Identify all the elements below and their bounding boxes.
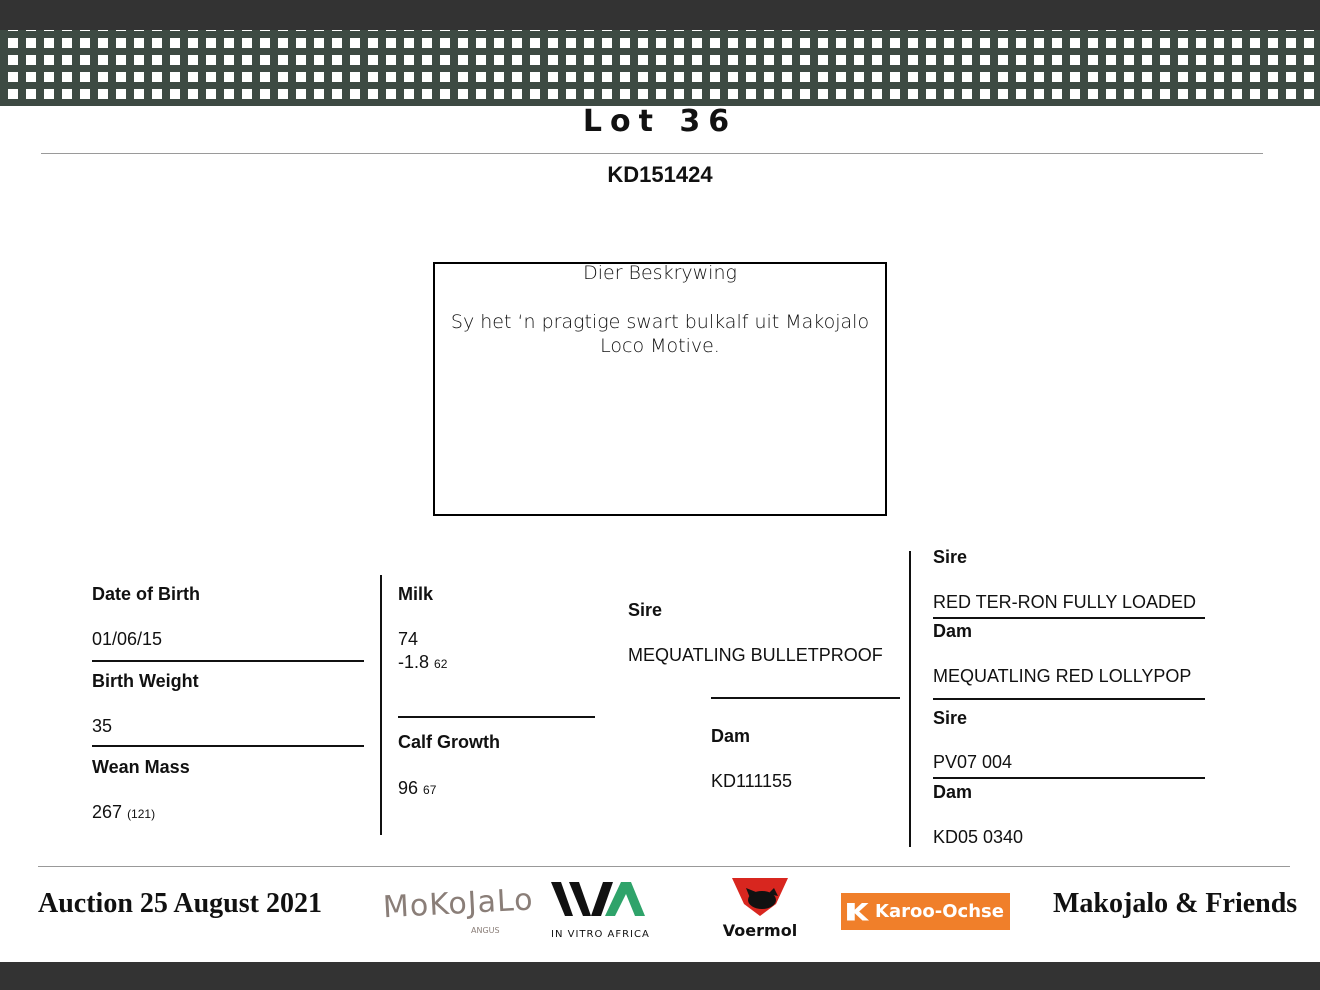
description-box [433,262,887,516]
divider [711,697,900,699]
date-of-birth-label: Date of Birth [92,584,200,604]
dam-dam-label: Dam [933,782,973,802]
host-name: Makojalo & Friends [1053,888,1298,919]
makojalo-logo-sub: ANGUS [471,926,500,935]
sire-sire-label: Sire [933,547,968,567]
registration-number: KD151424 [607,162,713,187]
karoo-ochse-logo [841,893,1010,930]
divider [92,660,364,662]
wean-mass-label: Wean Mass [92,757,190,777]
checkered-banner [0,30,1320,106]
sire-sire-name: RED TER-RON FULLY LOADED [933,592,1197,612]
makojalo-logo-text: MoKoJaLo [382,882,535,926]
iva-logo-sub: IN VITRO AFRICA [551,929,650,940]
divider [933,698,1205,700]
milk-value: 74 [398,629,419,649]
dam-dam-name: KD05 0340 [933,827,1024,847]
description-title: Dier Beskrywing [583,262,737,284]
bottom-bar [0,962,1320,990]
sire-dam-label: Dam [933,621,973,641]
dam-name: KD111155 [711,771,793,791]
wean-mass-number: 267 [92,802,123,822]
voermol-logo [720,878,800,942]
sire-label: Sire [628,600,663,620]
milk-epd-value: -1.8 [398,652,430,672]
birth-weight-label: Birth Weight [92,671,199,691]
sire-dam-name: MEQUATLING RED LOLLYPOP [933,666,1192,686]
dam-sire-label: Sire [933,708,968,728]
voermol-logo-text: Voermol [722,921,798,940]
top-bar [0,0,1320,30]
calf-growth-value [398,778,436,799]
divider [933,777,1205,779]
divider [933,617,1205,619]
calf-growth-number: 96 [398,778,419,798]
milk-label: Milk [398,584,434,604]
iva-logo [551,880,651,940]
bull-icon [728,878,792,918]
divider [92,745,364,747]
description-text: Sy het ‘n pragtige swart bulkalf uit Makojalo Loco Motive. [450,311,870,357]
lot-title: Lot 36 [582,104,738,139]
dam-label: Dam [711,726,751,746]
milk-epd-index: 62 [434,657,448,671]
birth-weight-value: 35 [92,716,113,736]
column-divider [380,575,382,835]
iva-mark-icon [551,880,647,922]
calf-growth-index: 67 [423,783,437,797]
auction-date: Auction 25 August 2021 [38,888,322,919]
calf-growth-label: Calf Growth [398,732,500,752]
sire-name: MEQUATLING BULLETPROOF [628,645,883,665]
karoo-ochse-logo-text: Karoo-Ochse [875,901,1004,922]
makojalo-logo [382,882,535,940]
column-divider [909,551,911,847]
dam-sire-name: PV07 004 [933,752,1013,772]
wean-mass-value [92,802,155,823]
milk-epd [398,652,447,673]
date-of-birth-value: 01/06/15 [92,629,163,649]
k-mark-icon [847,903,869,921]
divider [398,716,595,718]
wean-mass-index: (121) [127,807,156,821]
footer-divider [38,866,1290,867]
header-divider [41,153,1263,154]
